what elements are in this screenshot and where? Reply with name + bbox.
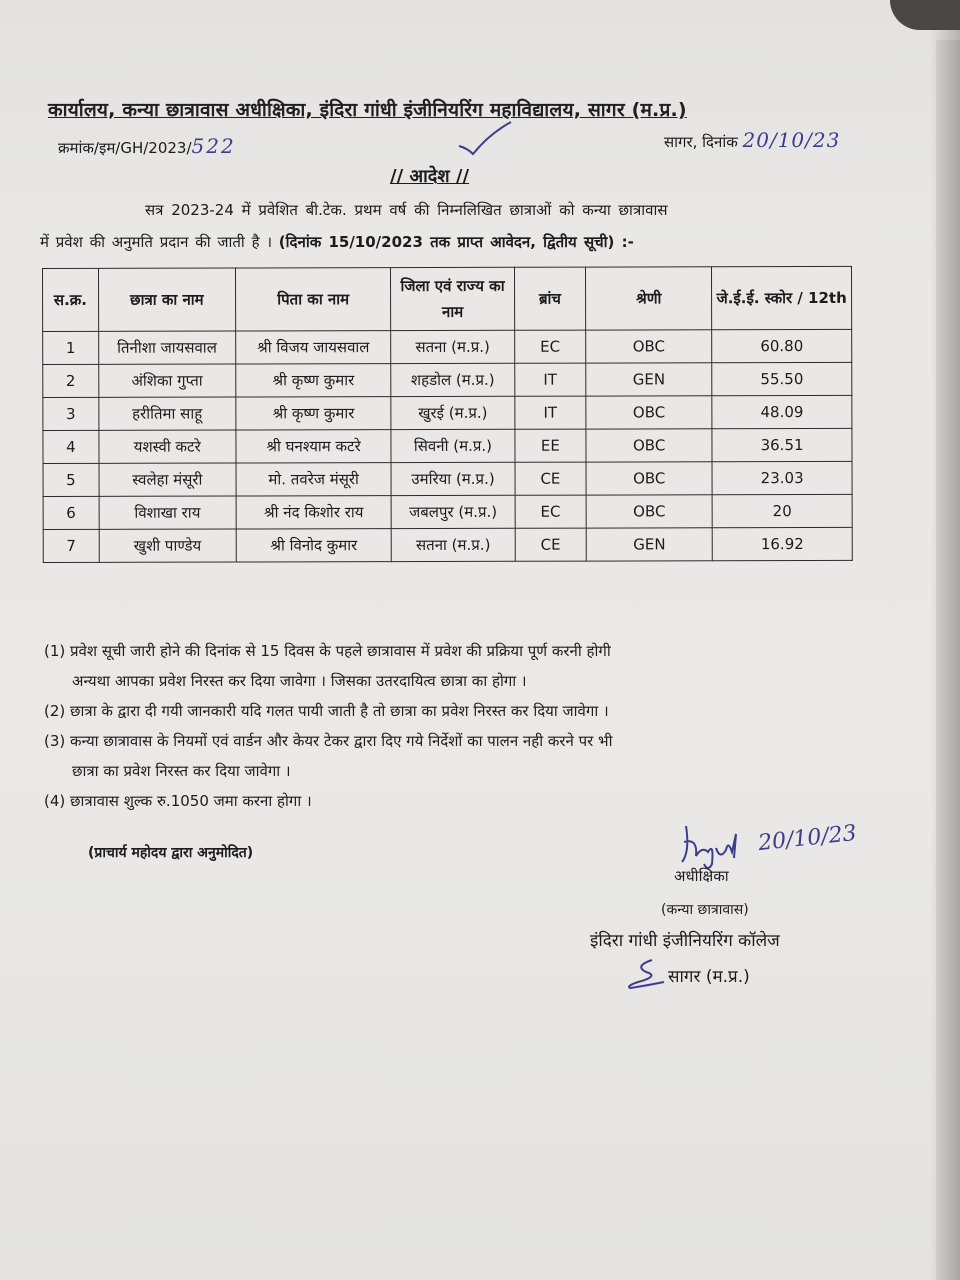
header-jee-score: जे.ई.ई. स्कोर / 12th (712, 266, 852, 329)
header-category: श्रेणी (586, 267, 712, 330)
cell-serial: 2 (43, 364, 99, 397)
reference-prefix: क्रमांक/इम/GH/2023/ (58, 139, 192, 157)
reference-handwritten-number: 522 (191, 134, 236, 158)
condition-1: (1) प्रवेश सूची जारी होने की दिनांक से 15 दिवस के पहले छात्रावास में प्रवेश की प्रक्रिया पूर्ण करनी होगी (44, 642, 611, 660)
cell-district: उमरिया (म.प्र.) (391, 462, 514, 495)
cell-father-name: श्री कृष्ण कुमार (236, 397, 392, 430)
cell-district: सतना (म.प्र.) (391, 330, 514, 363)
cell-score: 16.92 (712, 527, 852, 560)
intro-line-2-text: में प्रवेश की अनुमति प्रदान की जाती है । (40, 233, 273, 251)
cell-score: 55.50 (712, 362, 852, 395)
cell-branch: IT (514, 396, 586, 429)
principal-approval-note: (प्राचार्य महोदय द्वारा अनुमोदित) (88, 845, 254, 861)
signatory-college: इंदिरा गांधी इंजीनियरिंग कॉलेज (590, 931, 780, 951)
cell-category: OBC (586, 462, 712, 495)
cell-student-name: विशाखा राय (99, 496, 236, 529)
cell-student-name: स्वलेहा मंसूरी (99, 463, 236, 496)
intro-line-2-bold: (दिनांक 15/10/2023 तक प्राप्त आवेदन, द्वितीय सूची) :- (278, 233, 634, 251)
cell-score: 48.09 (712, 395, 852, 428)
cell-serial: 1 (43, 331, 99, 364)
cell-father-name: श्री विनोद कुमार (236, 529, 392, 562)
header-father-name: पिता का नाम (235, 268, 391, 331)
tick-mark-icon (455, 118, 515, 158)
signatory-city: सागर (म.प्र.) (668, 967, 750, 987)
table-row (43, 494, 852, 529)
cell-serial: 3 (43, 397, 99, 430)
date-handwritten: 20/10/23 (742, 128, 841, 152)
cell-father-name: मो. तवरेज मंसूरी (236, 463, 392, 496)
conditions-list (44, 636, 612, 816)
issue-date (664, 128, 840, 152)
condition-3-continued: छात्रा का प्रवेश निरस्त कर दिया जावेगा । (72, 762, 291, 780)
cell-district: शहडोल (म.प्र.) (391, 363, 514, 396)
order-title: // आदेश // (390, 166, 470, 187)
intro-line-2 (40, 232, 634, 252)
admission-list-table (42, 266, 853, 563)
table-header-row (43, 266, 852, 331)
cell-student-name: खुशी पाण्डेय (99, 529, 236, 562)
cell-serial: 7 (43, 529, 99, 562)
header-serial: स.क्र. (43, 268, 99, 331)
table-row (43, 527, 852, 562)
cell-student-name: यशस्वी कटरे (99, 430, 236, 463)
cell-category: OBC (586, 495, 712, 528)
cell-student-name: हरीतिमा साहू (99, 397, 236, 430)
table-row (43, 428, 852, 463)
cell-score: 23.03 (712, 461, 852, 494)
cell-district: खुरई (म.प्र.) (391, 396, 514, 429)
cell-score: 60.80 (712, 329, 852, 362)
cell-branch: CE (515, 528, 587, 561)
cell-category: GEN (586, 528, 712, 561)
header-student-name: छात्रा का नाम (98, 268, 235, 331)
cell-serial: 5 (43, 463, 99, 496)
table-row (43, 395, 852, 430)
signature-scribble (668, 812, 768, 872)
cell-score: 36.51 (712, 428, 852, 461)
cell-branch: CE (515, 462, 587, 495)
initial-scribble (624, 956, 668, 992)
signature-date: 20/10/23 (756, 820, 858, 857)
cell-category: OBC (586, 330, 712, 363)
cell-branch: EC (515, 495, 587, 528)
cell-branch: EE (515, 429, 587, 462)
cell-branch: IT (514, 363, 586, 396)
table-row (43, 461, 852, 496)
cell-category: GEN (586, 363, 712, 396)
cell-district: सिवनी (म.प्र.) (391, 429, 514, 462)
header-district-state: जिला एवं राज्य का नाम (391, 267, 514, 330)
signatory-designation: अधीक्षिका (674, 867, 729, 885)
cell-category: OBC (586, 396, 712, 429)
condition-4: (4) छात्रावास शुल्क रु.1050 जमा करना होगा । (44, 792, 312, 810)
paper-shadow (930, 0, 960, 1280)
cell-district: सतना (म.प्र.) (392, 528, 515, 561)
intro-line-1: सत्र 2023-24 में प्रवेशित बी.टेक. प्रथम वर्ष की निम्नलिखित छात्राओं को कन्या छात्रावास (145, 201, 668, 219)
cell-father-name: श्री घनश्याम कटरे (236, 430, 392, 463)
condition-1-continued: अन्यथा आपका प्रवेश निरस्त कर दिया जावेगा । जिसका उतरदायित्व छात्रा का होगा । (72, 672, 527, 690)
cell-score: 20 (712, 494, 852, 527)
cell-father-name: श्री नंद किशोर राय (236, 496, 392, 529)
signatory-hostel: (कन्या छात्रावास) (661, 902, 749, 918)
cell-district: जबलपुर (म.प्र.) (391, 495, 514, 528)
cell-student-name: अंशिका गुप्ता (98, 364, 235, 397)
cell-branch: EC (514, 330, 586, 363)
cell-serial: 4 (43, 430, 99, 463)
cell-serial: 6 (43, 496, 99, 529)
cell-father-name: श्री कृष्ण कुमार (236, 364, 392, 397)
cell-student-name: तिनीशा जायसवाल (98, 331, 235, 364)
table-row (43, 329, 852, 364)
cell-father-name: श्री विजय जायसवाल (235, 331, 391, 364)
condition-2: (2) छात्रा के द्वारा दी गयी जानकारी यदि गलत पायी जाती है तो छात्रा का प्रवेश निरस्त कर दिया जावेगा । (44, 702, 609, 720)
cell-category: OBC (586, 429, 712, 462)
header-branch: ब्रांच (514, 267, 586, 330)
date-label: सागर, दिनांक (664, 133, 738, 151)
reference-number (58, 134, 236, 158)
condition-3: (3) कन्या छात्रावास के नियमों एवं वार्डन और केयर टेकर द्वारा दिए गये निर्देशों का पालन नही करने पर भी (44, 732, 613, 750)
table-row (43, 362, 852, 397)
office-title: कार्यालय, कन्या छात्रावास अधीक्षिका, इंदिरा गांधी इंजीनियरिंग महाविद्यालय, सागर (म.प्र.) (48, 99, 687, 121)
